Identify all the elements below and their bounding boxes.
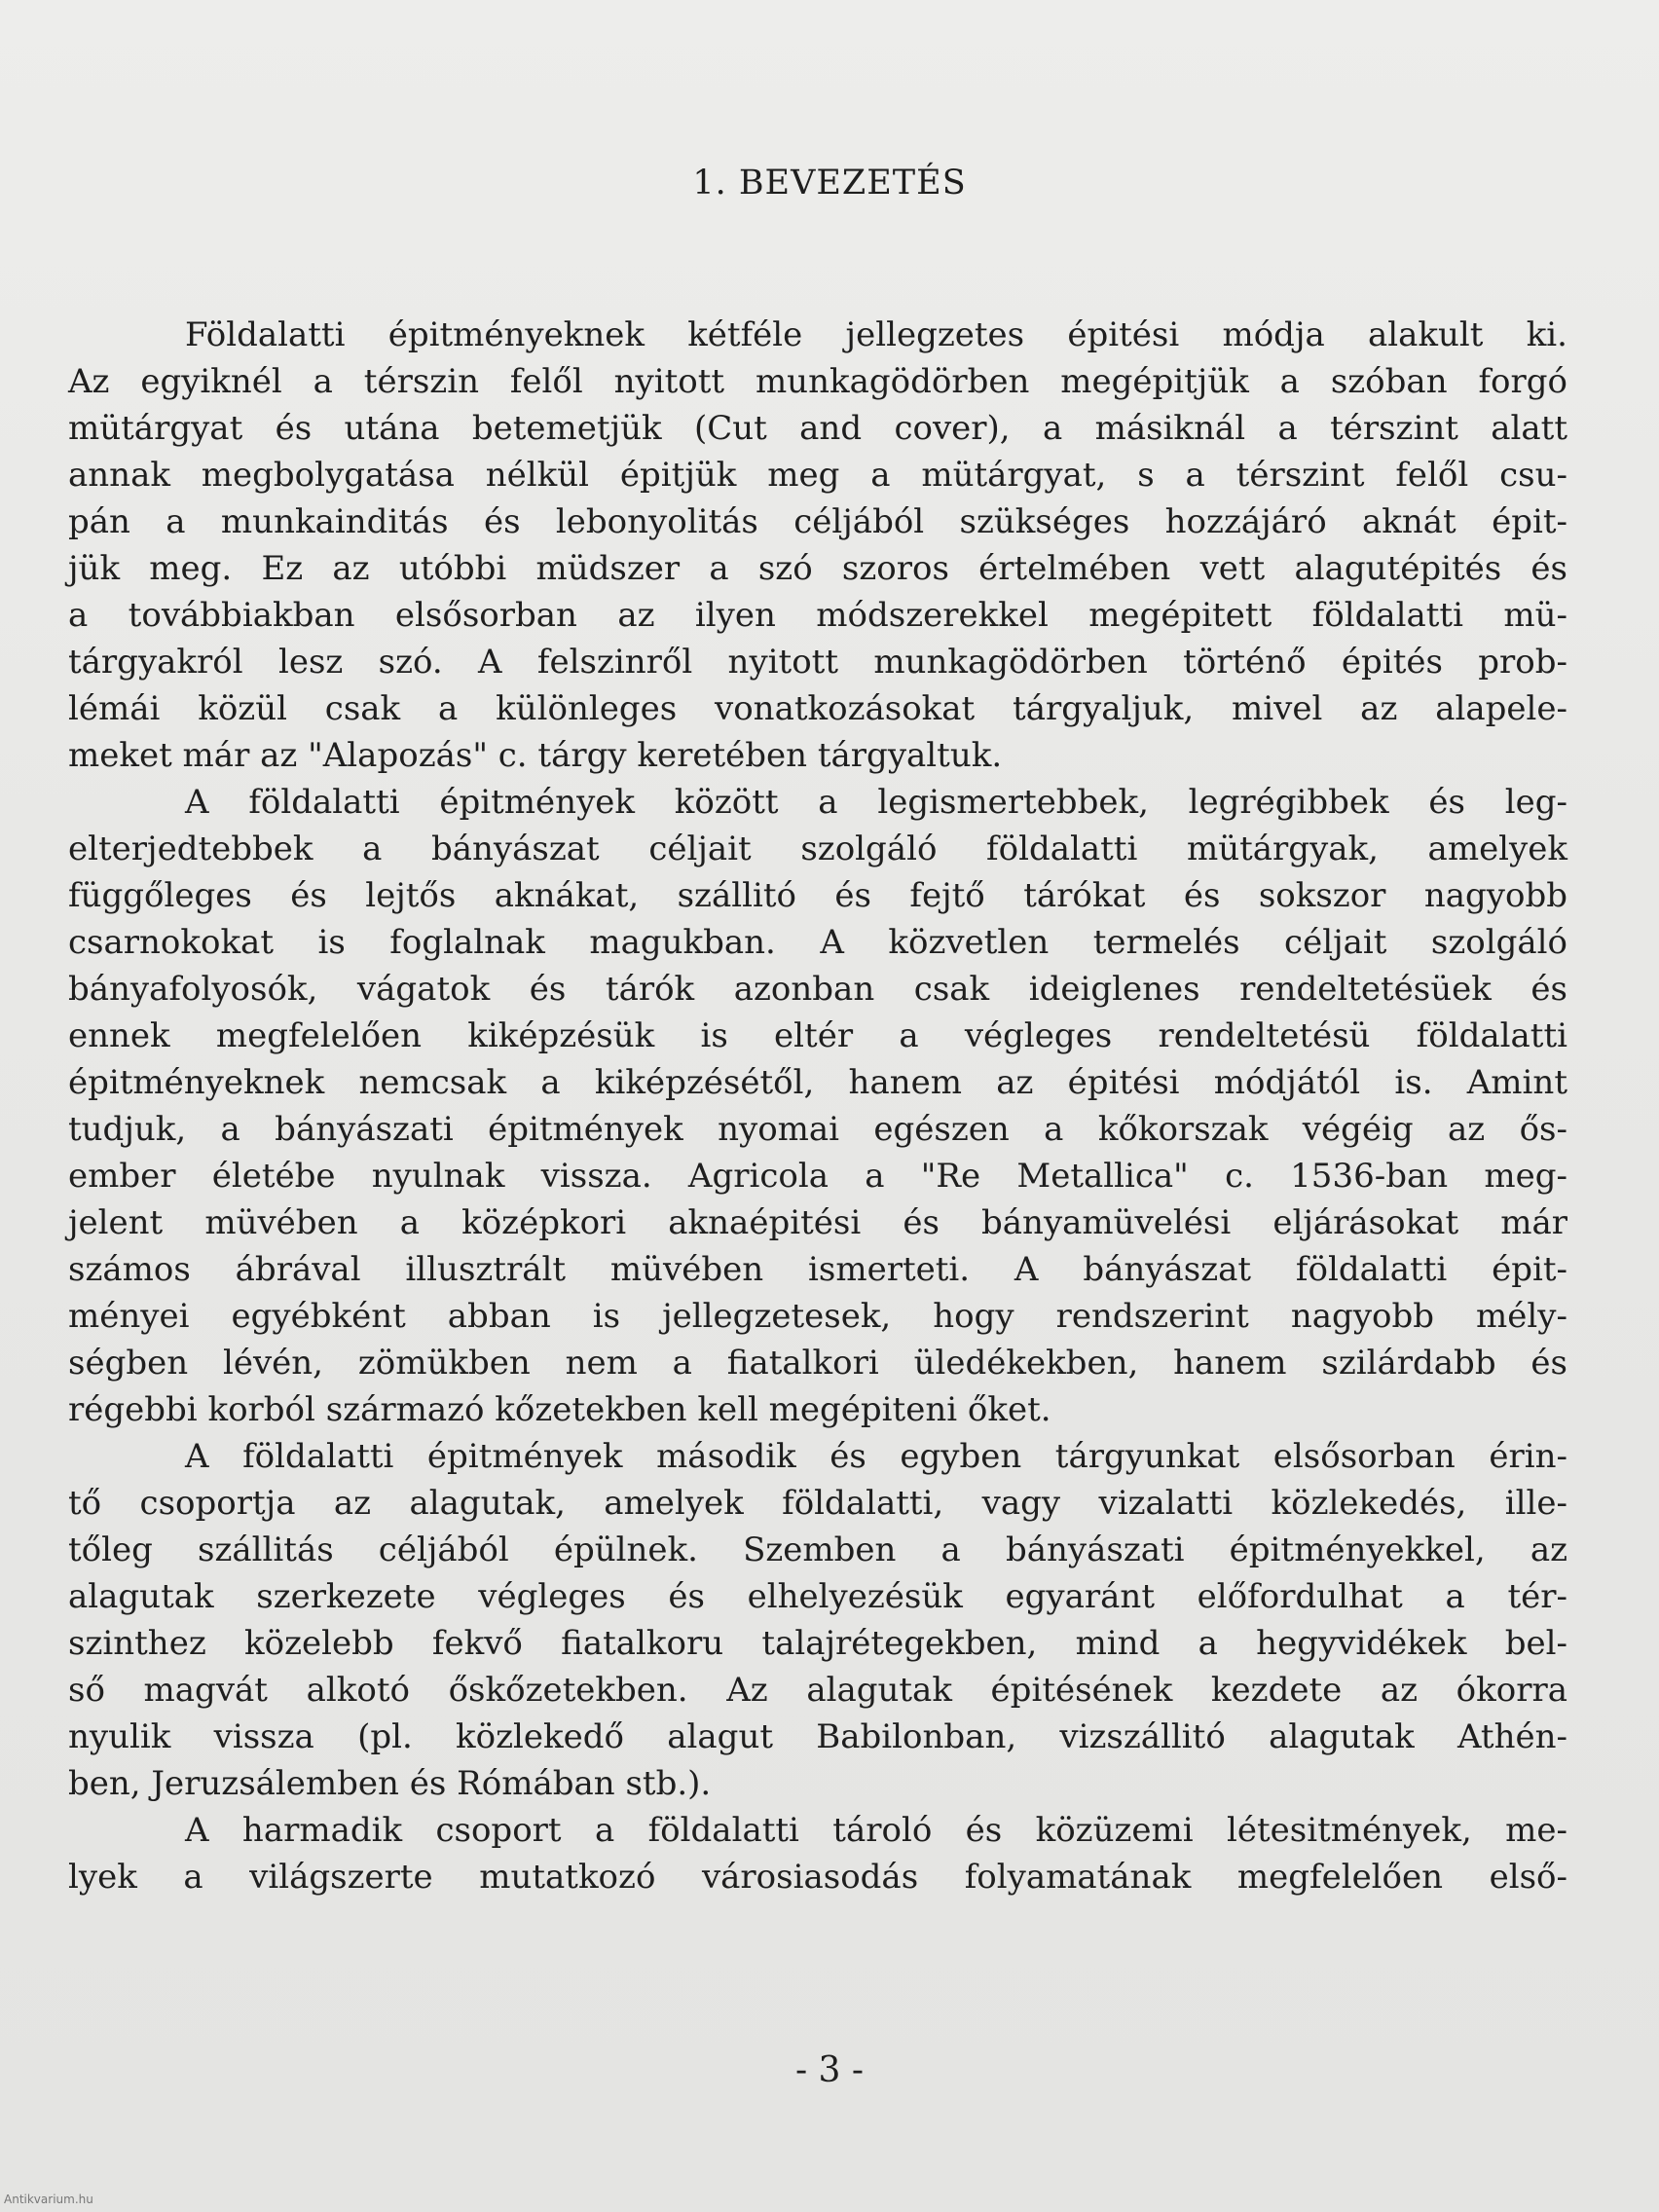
text-line: elterjedtebbek a bányászat céljait szolgáló földalatti mütárgyak, amelyek bbox=[68, 830, 1567, 868]
body-text bbox=[68, 312, 1567, 1900]
text-line: Földalatti épitményeknek kétféle jellegzetes épitési módja alakult ki. bbox=[185, 315, 1567, 354]
text-line: szinthez közelebb fekvő fiatalkoru talajrétegekben, mind a hegyvidékek bel- bbox=[68, 1624, 1567, 1663]
text-line: Az egyiknél a térszin felől nyitott munkagödörben megépitjük a szóban forgó bbox=[68, 362, 1567, 401]
page-number: - 3 - bbox=[794, 2050, 865, 2090]
text-line: bányafolyosók, vágatok és tárók azonban csak ideiglenes rendeltetésüek és bbox=[68, 970, 1567, 1009]
watermark: Antikvarium.hu bbox=[4, 2193, 93, 2206]
text-line: csarnokokat is foglalnak magukban. A közvetlen termelés céljait szolgáló bbox=[68, 923, 1567, 962]
text-line: mütárgyat és utána betemetjük (Cut and cover), a másiknál a térszint alatt bbox=[68, 409, 1567, 448]
text-line: ségben lévén, zömükben nem a fiatalkori üledékekben, hanem szilárdabb és bbox=[68, 1344, 1567, 1382]
text-line: A földalatti épitmények második és egyben tárgyunkat elsősorban érin- bbox=[185, 1437, 1567, 1476]
text-line: tudjuk, a bányászati épitmények nyomai egészen a kőkorszak végéig az ős- bbox=[68, 1110, 1567, 1149]
text-line: tárgyakról lesz szó. A felszinről nyitott munkagödörben történő épités prob- bbox=[68, 643, 1567, 682]
text-line: nyulik vissza (pl. közlekedő alagut Babilonban, vizszállitó alagutak Athén- bbox=[68, 1717, 1567, 1756]
text-line: jük meg. Ez az utóbbi müdszer a szó szoros értelmében vett alagutépités és bbox=[68, 549, 1567, 588]
text-line: ennek megfelelően kiképzésük is eltér a végleges rendeltetésü földalatti bbox=[68, 1016, 1567, 1055]
text-line: tőleg szállitás céljából épülnek. Szemben a bányászati épitményekkel, az bbox=[68, 1530, 1567, 1569]
text-line: jelent müvében a középkori aknaépitési és bányamüvelési eljárásokat már bbox=[68, 1203, 1567, 1242]
text-line: annak megbolygatása nélkül épitjük meg a mütárgyat, s a térszint felől csu- bbox=[68, 456, 1567, 495]
page-title: 1. BEVEZETÉS bbox=[692, 164, 967, 203]
text-line: ményei egyébként abban is jellegzetesek, hogy rendszerint nagyobb mély- bbox=[68, 1297, 1567, 1336]
text-line: régebbi korból származó kőzetekben kell megépiteni őket. bbox=[68, 1390, 1051, 1429]
text-line: alagutak szerkezete végleges és elhelyezésük egyaránt előfordulhat a tér- bbox=[68, 1577, 1567, 1616]
text-line: ső magvát alkotó őskőzetekben. Az alagutak épitésének kezdete az ókorra bbox=[68, 1671, 1567, 1710]
text-line: A földalatti épitmények között a legismertebbek, legrégibbek és leg- bbox=[185, 783, 1567, 822]
text-line: pán a munkainditás és lebonyolitás céljából szükséges hozzájáró aknát épit- bbox=[68, 502, 1567, 541]
text-line: függőleges és lejtős aknákat, szállitó és fejtő tárókat és sokszor nagyobb bbox=[68, 876, 1567, 915]
text-line: tő csoportja az alagutak, amelyek földalatti, vagy vizalatti közlekedés, ille- bbox=[68, 1484, 1567, 1523]
text-line: ben, Jeruzsálemben és Rómában stb.). bbox=[68, 1764, 712, 1803]
text-line: számos ábrával illusztrált müvében ismerteti. A bányászat földalatti épit- bbox=[68, 1250, 1567, 1289]
text-line: lémái közül csak a különleges vonatkozásokat tárgyaljuk, mivel az alapele- bbox=[68, 689, 1567, 728]
text-line: a továbbiakban elsősorban az ilyen módszerekkel megépitett földalatti mü- bbox=[68, 596, 1567, 635]
text-line: lyek a világszerte mutatkozó városiasodás folyamatának megfelelően első- bbox=[68, 1858, 1567, 1897]
text-line: meket már az "Alapozás" c. tárgy keretében tárgyaltuk. bbox=[68, 736, 1003, 775]
text-line: A harmadik csoport a földalatti tároló és közüzemi létesitmények, me- bbox=[185, 1811, 1567, 1850]
text-line: ember életébe nyulnak vissza. Agricola a "Re Metallica" c. 1536-ban meg- bbox=[68, 1157, 1567, 1196]
text-line: épitményeknek nemcsak a kiképzésétől, hanem az épitési módjától is. Amint bbox=[68, 1063, 1567, 1102]
